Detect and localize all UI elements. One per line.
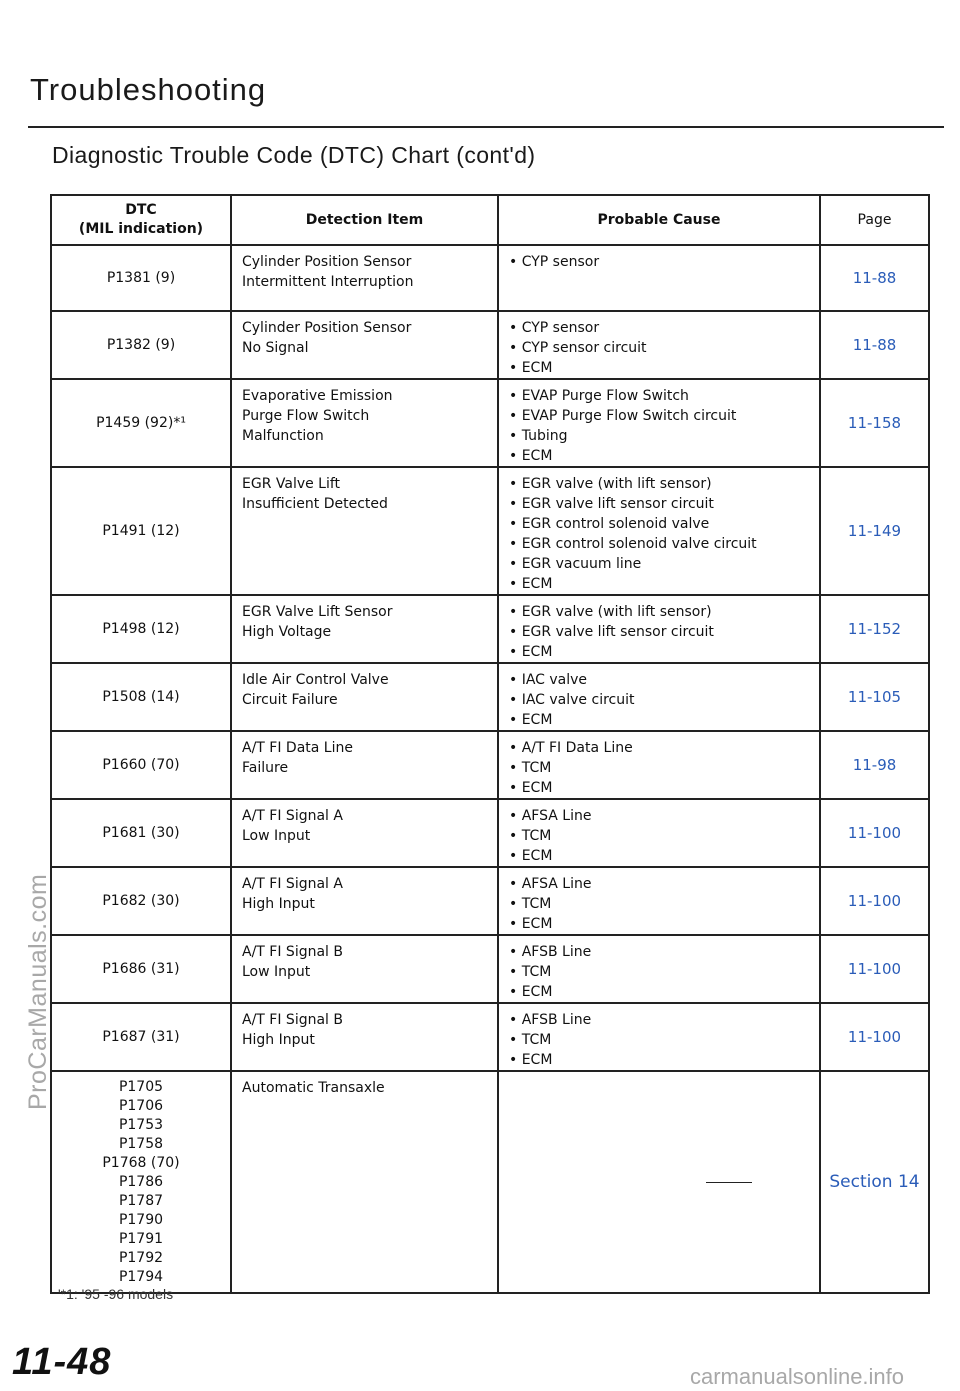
dtc-code-list bbox=[52, 1076, 230, 1289]
page-reference-cell: 11-105 bbox=[820, 663, 929, 731]
dtc-code: P1790 bbox=[118, 1211, 164, 1228]
detection-item-line: Automatic Transaxle bbox=[242, 1080, 385, 1096]
dtc-code: P1792 bbox=[118, 1249, 164, 1266]
dtc-code-cell bbox=[51, 245, 231, 311]
dtc-code: P1794 bbox=[118, 1268, 164, 1285]
probable-cause-cell bbox=[498, 379, 820, 467]
header-detection-item: Detection Item bbox=[231, 195, 498, 245]
probable-cause-cell bbox=[498, 799, 820, 867]
detection-item-line: Cylinder Position Sensor bbox=[242, 320, 412, 336]
dtc-code: P1791 bbox=[118, 1230, 164, 1247]
table-row bbox=[51, 379, 929, 467]
detection-item-line: High Input bbox=[242, 1032, 315, 1048]
page-reference-cell: 11-88 bbox=[820, 311, 929, 379]
detection-item-line: Malfunction bbox=[242, 428, 324, 444]
header-page: Page bbox=[820, 195, 929, 245]
probable-cause-item: • EGR valve lift sensor circuit bbox=[509, 624, 714, 640]
probable-cause-item: • CYP sensor bbox=[509, 254, 600, 270]
detection-item-line: EGR Valve Lift Sensor bbox=[242, 604, 393, 620]
detection-item-cell bbox=[231, 663, 498, 731]
dtc-code: P1787 bbox=[118, 1192, 164, 1209]
detection-item-line: Insufficient Detected bbox=[242, 496, 388, 512]
probable-cause-item: • ECM bbox=[509, 448, 553, 464]
dtc-code-cell bbox=[51, 663, 231, 731]
detection-item-line: Intermittent Interruption bbox=[242, 274, 414, 290]
probable-cause-cell bbox=[498, 311, 820, 379]
probable-cause-cell bbox=[498, 595, 820, 663]
detection-item-line: High Voltage bbox=[242, 624, 332, 640]
page-reference-cell: 11-100 bbox=[820, 935, 929, 1003]
page-reference-cell: 11-152 bbox=[820, 595, 929, 663]
dtc-code: P1786 bbox=[118, 1173, 164, 1190]
dtc-code: P1660 (70) bbox=[102, 756, 180, 773]
table-row bbox=[51, 595, 929, 663]
detection-item-line: Cylinder Position Sensor bbox=[242, 254, 412, 270]
watermark-bottom: carmanualsonline.info bbox=[690, 1364, 905, 1389]
detection-item-line: EGR Valve Lift bbox=[242, 476, 341, 492]
probable-cause-item: • ECM bbox=[509, 780, 553, 796]
detection-item-cell bbox=[231, 1003, 498, 1071]
table-header-row bbox=[51, 195, 929, 245]
probable-cause-item: • ECM bbox=[509, 360, 553, 376]
page-reference-cell: Section 14 bbox=[820, 1071, 929, 1293]
dtc-code: P1491 (12) bbox=[102, 522, 180, 539]
detection-item-line: Circuit Failure bbox=[242, 692, 338, 708]
detection-item-line: A/T FI Signal B bbox=[242, 1012, 343, 1028]
table-row bbox=[51, 467, 929, 595]
detection-item-line: A/T FI Signal A bbox=[242, 808, 343, 824]
detection-item-line: Low Input bbox=[242, 964, 311, 980]
dtc-code: P1508 (14) bbox=[102, 688, 180, 705]
detection-item-cell bbox=[231, 311, 498, 379]
detection-item-cell bbox=[231, 731, 498, 799]
dtc-code-cell bbox=[51, 467, 231, 595]
table-row bbox=[51, 935, 929, 1003]
dtc-code-cell bbox=[51, 595, 231, 663]
header-dtc-line1: DTC bbox=[125, 202, 157, 218]
probable-cause-item: • ECM bbox=[509, 848, 553, 864]
detection-item-cell bbox=[231, 379, 498, 467]
probable-cause-item: • TCM bbox=[509, 760, 552, 776]
detection-item-line: Low Input bbox=[242, 828, 311, 844]
detection-item-cell bbox=[231, 1071, 498, 1293]
detection-item-line: A/T FI Data Line bbox=[242, 740, 353, 756]
header-dtc bbox=[51, 195, 231, 245]
dtc-chart-table bbox=[50, 194, 930, 1294]
probable-cause-item: • ECM bbox=[509, 576, 553, 592]
probable-cause-item: • AFSA Line bbox=[509, 808, 592, 824]
probable-cause-cell bbox=[498, 1003, 820, 1071]
probable-cause-item: • ECM bbox=[509, 644, 553, 660]
probable-cause-item: • CYP sensor circuit bbox=[509, 340, 647, 356]
title-rule bbox=[28, 126, 944, 128]
dtc-code: P1459 (92)*¹ bbox=[96, 414, 186, 431]
dtc-code-cell bbox=[51, 731, 231, 799]
watermark-side: ProCarManuals.com bbox=[24, 873, 52, 1110]
probable-cause-item: • TCM bbox=[509, 1032, 552, 1048]
detection-item-line: A/T FI Signal B bbox=[242, 944, 343, 960]
table-row bbox=[51, 1003, 929, 1071]
probable-cause-item: • TCM bbox=[509, 828, 552, 844]
dtc-code: P1686 (31) bbox=[102, 960, 180, 977]
dtc-code-cell bbox=[51, 379, 231, 467]
probable-cause-item: • ECM bbox=[509, 1052, 553, 1068]
table-row bbox=[51, 799, 929, 867]
section-title: Diagnostic Trouble Code (DTC) Chart (cont'd) bbox=[52, 142, 536, 168]
footnote: '*1: '95 -96 models bbox=[58, 1286, 174, 1302]
probable-cause-cell bbox=[498, 245, 820, 311]
probable-cause-cell bbox=[498, 867, 820, 935]
detection-item-cell bbox=[231, 935, 498, 1003]
table-row-automatic-transaxle bbox=[51, 1071, 929, 1293]
dtc-code-cell bbox=[51, 311, 231, 379]
page-reference-cell: 11-158 bbox=[820, 379, 929, 467]
probable-cause-item: • EVAP Purge Flow Switch circuit bbox=[509, 408, 737, 424]
probable-cause-item: • ECM bbox=[509, 916, 553, 932]
detection-item-line: Failure bbox=[242, 760, 289, 776]
table-row bbox=[51, 311, 929, 379]
detection-item-line: No Signal bbox=[242, 340, 309, 356]
detection-item-cell bbox=[231, 467, 498, 595]
page-reference-cell: 11-100 bbox=[820, 799, 929, 867]
probable-cause-item: • EGR valve (with lift sensor) bbox=[509, 476, 712, 492]
probable-cause-item: • AFSB Line bbox=[509, 1012, 592, 1028]
dtc-code: P1681 (30) bbox=[102, 824, 180, 841]
dtc-code-cell bbox=[51, 1003, 231, 1071]
probable-cause-cell bbox=[498, 1071, 820, 1293]
dtc-code-cell bbox=[51, 867, 231, 935]
probable-cause-item: • ECM bbox=[509, 712, 553, 728]
probable-cause-item: • EVAP Purge Flow Switch bbox=[509, 388, 689, 404]
probable-cause-item: • EGR control solenoid valve bbox=[509, 516, 710, 532]
dtc-code: P1382 (9) bbox=[106, 336, 176, 353]
detection-item-cell bbox=[231, 595, 498, 663]
probable-cause-cell bbox=[498, 935, 820, 1003]
page-reference-cell: 11-100 bbox=[820, 1003, 929, 1071]
dtc-code-cell bbox=[51, 935, 231, 1003]
probable-cause-item: • Tubing bbox=[509, 428, 568, 444]
table-body bbox=[51, 245, 929, 1293]
dtc-code: P1687 (31) bbox=[102, 1028, 180, 1045]
header-dtc-line2: (MIL indication) bbox=[78, 221, 204, 237]
page-number: 11-48 bbox=[12, 1341, 112, 1383]
dtc-code: P1705 bbox=[118, 1078, 164, 1095]
detection-item-cell bbox=[231, 245, 498, 311]
probable-cause-item: • TCM bbox=[509, 964, 552, 980]
dtc-code: P1768 (70) bbox=[102, 1154, 180, 1171]
table-row bbox=[51, 867, 929, 935]
probable-cause-item: • EGR valve (with lift sensor) bbox=[509, 604, 712, 620]
probable-cause-item: • CYP sensor bbox=[509, 320, 600, 336]
probable-cause-item: • IAC valve circuit bbox=[509, 692, 635, 708]
dtc-code: P1706 bbox=[118, 1097, 164, 1114]
dtc-code: P1753 bbox=[118, 1116, 164, 1133]
probable-cause-item: • EGR control solenoid valve circuit bbox=[509, 536, 757, 552]
probable-cause-item: • ECM bbox=[509, 984, 553, 1000]
page-reference-cell: 11-100 bbox=[820, 867, 929, 935]
probable-cause-item: • AFSB Line bbox=[509, 944, 592, 960]
dtc-code-cell bbox=[51, 1071, 231, 1293]
detection-item-line: Idle Air Control Valve bbox=[242, 672, 389, 688]
probable-cause-item: • IAC valve bbox=[509, 672, 588, 688]
page-title: Troubleshooting bbox=[30, 72, 267, 107]
probable-cause-item: • EGR vacuum line bbox=[509, 556, 642, 572]
page-reference-cell: 11-88 bbox=[820, 245, 929, 311]
dtc-code-cell bbox=[51, 799, 231, 867]
detection-item-line: A/T FI Signal A bbox=[242, 876, 343, 892]
probable-cause-cell bbox=[498, 467, 820, 595]
dash-placeholder bbox=[706, 1182, 752, 1183]
probable-cause-item: • EGR valve lift sensor circuit bbox=[509, 496, 714, 512]
probable-cause-item: • AFSA Line bbox=[509, 876, 592, 892]
detection-item-line: Purge Flow Switch bbox=[242, 408, 370, 424]
dtc-code: P1682 (30) bbox=[102, 892, 180, 909]
page-reference-cell: 11-149 bbox=[820, 467, 929, 595]
dtc-code: P1498 (12) bbox=[102, 620, 180, 637]
probable-cause-item: • A/T FI Data Line bbox=[509, 740, 633, 756]
dtc-code: P1381 (9) bbox=[106, 269, 176, 286]
detection-item-cell bbox=[231, 867, 498, 935]
header-probable-cause: Probable Cause bbox=[498, 195, 820, 245]
probable-cause-cell bbox=[498, 663, 820, 731]
probable-cause-item: • TCM bbox=[509, 896, 552, 912]
table-row bbox=[51, 663, 929, 731]
probable-cause-cell bbox=[498, 731, 820, 799]
table-row bbox=[51, 731, 929, 799]
detection-item-line: High Input bbox=[242, 896, 315, 912]
page-reference-cell: 11-98 bbox=[820, 731, 929, 799]
table-row bbox=[51, 245, 929, 311]
detection-item-line: Evaporative Emission bbox=[242, 388, 393, 404]
dtc-code: P1758 bbox=[118, 1135, 164, 1152]
detection-item-cell bbox=[231, 799, 498, 867]
